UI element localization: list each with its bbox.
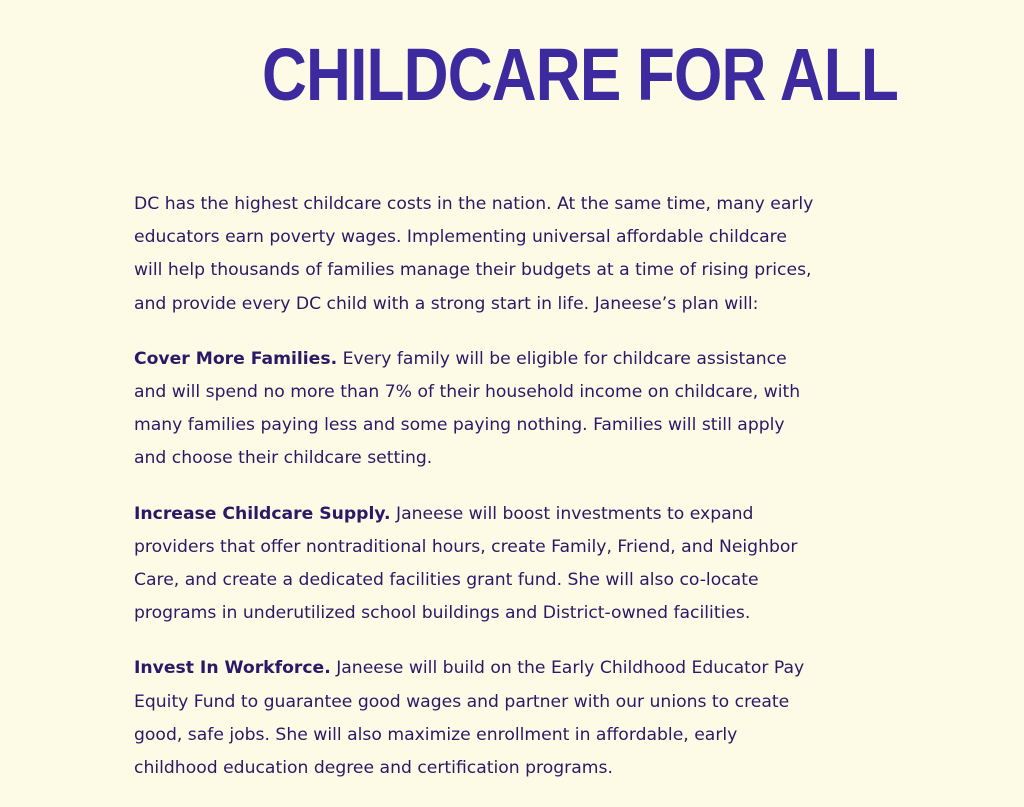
- policy-paragraph-cover-families: [134, 343, 814, 476]
- policy-heading: Invest In Workforce.: [134, 658, 331, 679]
- policy-paragraph-childcare-supply: [134, 498, 814, 631]
- policy-body: Janeese will boost investments to expand providers that offer nontraditional hours, create Family, Friend, and Neighbor Care, and create a dedicated facilities grant fund. She will also co-locate programs in underutilized school buildings and District-owned facilities.: [134, 503, 798, 624]
- policy-body: Janeese will build on the Early Childhood Educator Pay Equity Fund to guarantee good wages and partner with our unions to create good, safe jobs. She will also maximize enrollment in affordable, early childhood education degree and certification programs.: [134, 658, 805, 779]
- policy-paragraph-workforce: [134, 652, 814, 785]
- policy-heading: Increase Childcare Supply.: [134, 503, 391, 524]
- content-section: [134, 188, 814, 807]
- policy-body: Every family will be eligible for childcare assistance and will spend no more than 7% of their household income on childcare, with many families paying less and some paying nothing. Families will still apply and choose their childcare setting.: [134, 348, 801, 469]
- page-title: CHILDCARE FOR ALL: [262, 33, 899, 116]
- policy-heading: Cover More Families.: [134, 348, 338, 369]
- intro-paragraph: DC has the highest childcare costs in the nation. At the same time, many early educators earn poverty wages. Implementing universal affordable childcare will help thousands of families manage their budgets at a time of rising prices, and provide every DC child with a strong start in life. Janeese’s plan will:: [134, 194, 814, 314]
